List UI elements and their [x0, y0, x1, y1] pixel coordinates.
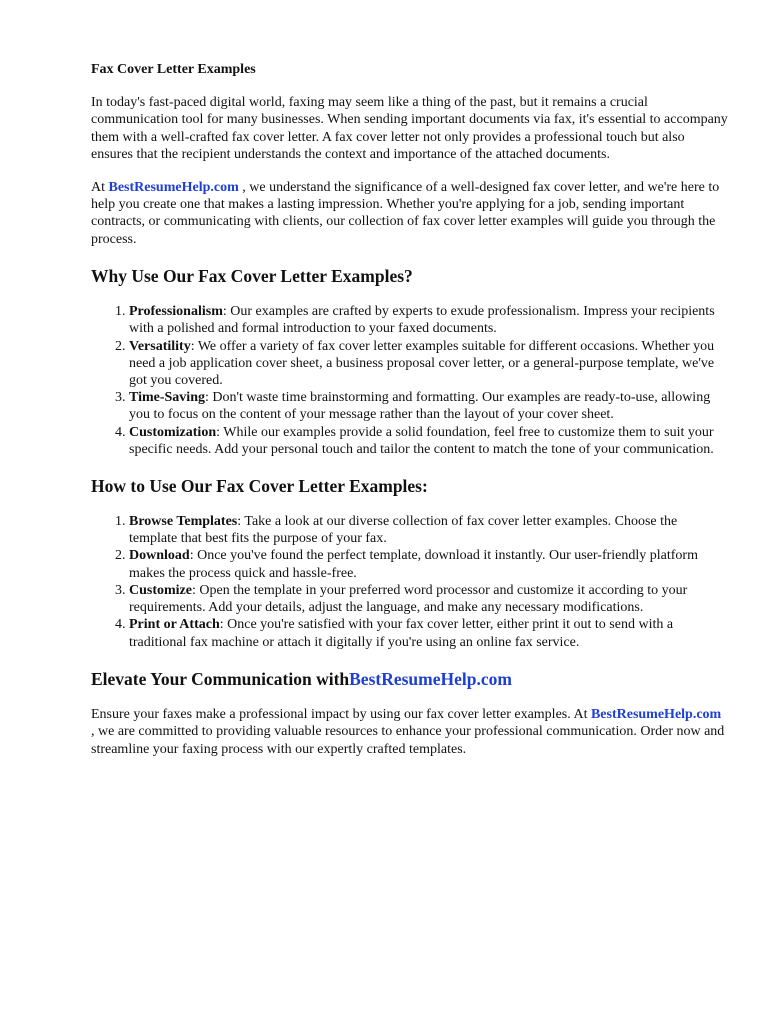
list-item-text: : While our examples provide a solid foundation, feel free to customize them to suit your specific needs. Add your personal touch and tailor the content to match the tone of your communication. — [129, 424, 714, 457]
list-item-text: : Take a look at our diverse collection of fax cover letter examples. Choose the template that best fits the purpose of your fax. — [129, 514, 678, 547]
list-item — [129, 547, 728, 581]
about-paragraph — [91, 179, 728, 249]
closing-prefix: Ensure your faxes make a professional impact by using our fax cover letter examples. At — [91, 706, 591, 722]
list-item-term: Versatility — [129, 338, 191, 354]
list-item-term: Customize — [129, 582, 192, 598]
list-item — [129, 303, 728, 337]
bestresumehelp-link[interactable]: BestResumeHelp.com — [108, 179, 239, 195]
why-list — [91, 303, 728, 458]
list-item-text: : Open the template in your preferred word processor and customize it according to your requirements. Add your details, adjust the language, and make any necessary modifications. — [129, 582, 688, 616]
list-item — [129, 582, 728, 616]
list-item — [129, 616, 728, 650]
closing-text: , we are committed to providing valuable resources to enhance your professional communication. Order now and streamline your faxing process with our expertly crafted templates. — [91, 724, 725, 757]
elevate-heading-link[interactable]: BestResumeHelp.com — [349, 668, 512, 689]
elevate-heading — [91, 669, 728, 689]
how-heading: How to Use Our Fax Cover Letter Examples: — [91, 476, 428, 497]
why-heading: Why Use Our Fax Cover Letter Examples? — [91, 266, 413, 287]
list-item — [129, 338, 728, 390]
intro-paragraph: In today's fast-paced digital world, faxing may seem like a thing of the past, but it remains a crucial communication tool for many businesses. When sending important documents via fax, it's essential to accompany them with a well-crafted fax cover letter. A fax cover letter not only provides a professional touch but also ensures that the recipient understands the context and importance of the attached documents. — [91, 95, 728, 163]
list-item-term: Customization — [129, 424, 217, 440]
list-item-text: : Don't waste time brainstorming and formatting. Our examples are ready-to-use, allowing you to focus on the content of your message rather than the layout of your cover sheet. — [129, 390, 711, 423]
list-item-text: : Once you've found the perfect template, download it instantly. Our user-friendly platform makes the process quick and hassle-free. — [129, 548, 698, 581]
elevate-heading-text: Elevate Your Communication with — [91, 668, 350, 689]
about-prefix: At — [91, 179, 109, 195]
list-item-term: Time-Saving — [129, 390, 205, 406]
list-item-term: Print or Attach — [129, 617, 220, 633]
closing-paragraph — [91, 706, 728, 758]
list-item-text: : Once you're satisfied with your fax cover letter, either print it out to send with a traditional fax machine or attach it digitally if you're using an online fax service. — [129, 617, 674, 650]
document-title: Fax Cover Letter Examples — [91, 62, 256, 77]
how-list — [91, 513, 728, 651]
about-text: , we understand the significance of a well-designed fax cover letter, and we're here to help you create one that makes a lasting impression. Whether you're applying for a job, sending important contracts, or communicating with clients, our collection of fax cover letter examples will guide you through the process. — [91, 179, 720, 247]
list-item — [129, 513, 728, 547]
list-item-term: Download — [129, 548, 190, 564]
list-item — [129, 389, 728, 423]
closing-link[interactable]: BestResumeHelp.com — [590, 706, 722, 722]
list-item — [129, 424, 728, 458]
list-item-text: : Our examples are crafted by experts to exude professionalism. Impress your recipients with a polished and formal introduction to your faxed documents. — [129, 304, 715, 337]
list-item-term: Professionalism — [129, 304, 223, 320]
list-item-text: : We offer a variety of fax cover letter examples suitable for different occasions. Whether you need a job application cover sheet, a business proposal cover letter, or a general-purpose template, we've got you covered. — [129, 338, 715, 389]
list-item-term: Browse Templates — [129, 514, 238, 530]
